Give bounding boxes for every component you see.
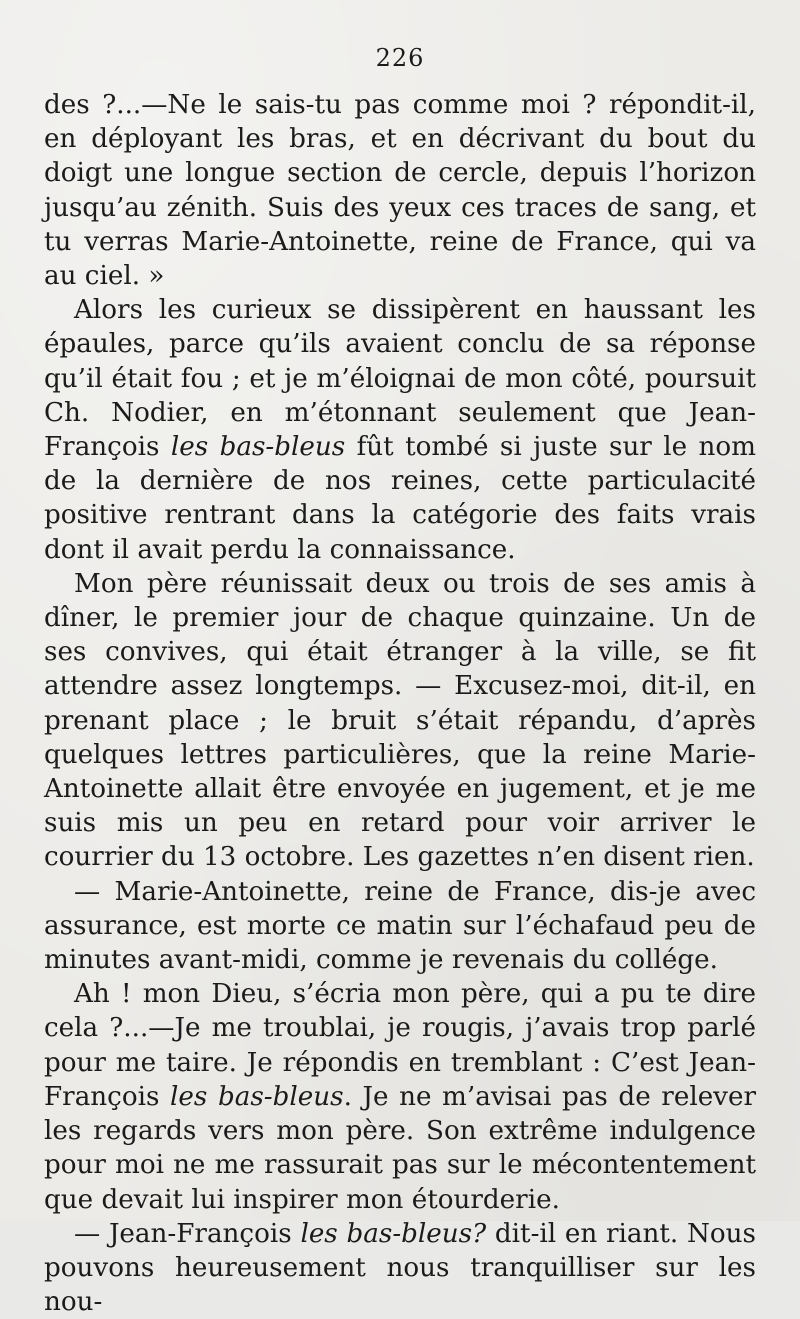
italic-text-segment: les bas-bleus? [300,1218,487,1249]
text-segment: Ah ! mon Dieu, s’écria mon père, qui a pu te dire cela ?...—Je me troublai, je rougis, j’avais trop parlé pour me taire. Je répondis en tremblant : C’est Jean-François [44,979,756,1112]
text-segment: des ?...—Ne le sais-tu pas comme moi ? répondit-il, en déployant les bras, et en décrivant du bout du doigt une longue section de cercle, depuis l’horizon jusqu’au zénith. Suis des yeux ces traces de sang, et tu verras Marie-Antoinette, reine de France, qui va au ciel. » [44,90,756,292]
text-segment: . Je ne m’avisai pas de relever les regards vers mon père. Son extrême indulgence pour moi ne me rassurait pas sur le mécontentement que devait lui inspirer mon étourderie. [44,1081,756,1215]
text-segment: — Marie-Antoinette, reine de France, dis-je avec assurance, est morte ce matin sur l’échafaud peu de minutes avant-midi, comme je revenais du collége. [44,876,756,976]
paragraph-p5 [44,977,756,1216]
paragraph-p3 [44,567,756,875]
paragraph-p2 [44,293,756,567]
paragraph-p4 [44,875,756,978]
italic-text-segment: les bas-bleus [170,432,346,463]
paragraph-p6 [44,1217,756,1319]
italic-text-segment: les bas-bleus [170,1081,344,1112]
paragraph-p1 [44,88,756,293]
text-segment: Mon père réunissait deux ou trois de ses amis à dîner, le premier jour de chaque quinzaine. Un de ses convives, qui était étranger à la ville, se fit attendre assez longtemps. — Excusez-moi, dit-il, en prenant place ; le bruit s’était répandu, d’après quelques lettres particulières, que la reine Marie-Antoinette allait être envoyée en jugement, et je me suis mis un peu en retard pour voir arriver le courrier du 13 octobre. Les gazettes n’en disent rien. [44,568,756,873]
text-segment: dit-il en riant. Nous pouvons heureusement nous tranquilliser sur les nou- [44,1218,756,1318]
page-number: 226 [375,44,425,72]
body-text [44,88,756,1319]
text-segment: fût tombé si juste sur le nom de la dernière de nos reines, cette particulacité positive rentrant dans la catégorie des faits vrais dont il avait perdu la connaissance. [44,432,756,565]
text-segment: Alors les curieux se dissipèrent en haussant les épaules, parce qu’ils avaient conclu de sa réponse qu’il était fou ; et je m’éloignai de mon côté, poursuit Ch. Nodier, en m’étonnant seulement que Jean-François [44,295,756,463]
text-segment: — Jean-François [74,1218,301,1249]
